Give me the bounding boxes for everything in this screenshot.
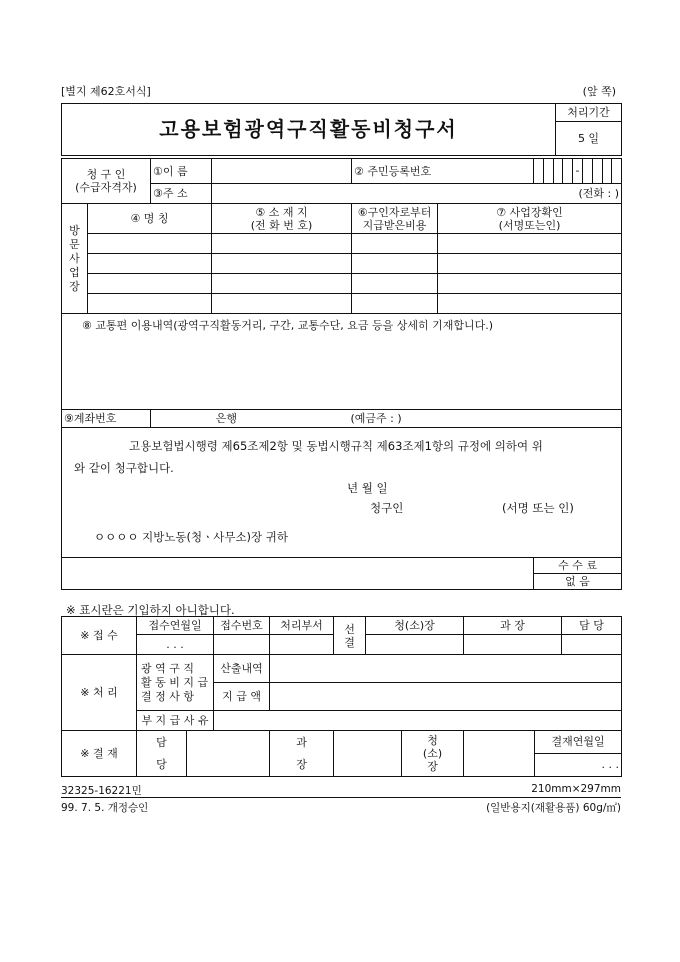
address-label: ③주 소 (151, 184, 212, 204)
holder-text: (예금주 : ) (350, 412, 402, 425)
chief-label: 청(소)장 (366, 617, 464, 635)
address-field[interactable] (212, 184, 622, 204)
visited-char: 방 (69, 223, 80, 237)
declaration-signer: 청구인 (370, 501, 404, 515)
fee-blank (62, 558, 534, 590)
rrn-field[interactable] (534, 159, 622, 184)
visited-location-cell[interactable] (212, 274, 352, 294)
receipt-date-label: 접수연월일 (137, 617, 214, 635)
fee-value: 없 음 (534, 574, 622, 590)
visited-cost-cell[interactable] (352, 234, 438, 254)
section-char-2: 장 (296, 757, 307, 771)
visited-location-cell[interactable] (212, 234, 352, 254)
processing-period-value: 5 일 (556, 122, 622, 156)
approval-date-note: 99. 7. 5. 개정승인 (61, 802, 149, 814)
declaration-line1: 고용보험법시행령 제65조제2항 및 동법시행규칙 제63조제1항의 규정에 의하여 위 (129, 439, 543, 453)
approval-section-field[interactable] (334, 731, 402, 777)
chief-char-2: (소) (422, 747, 443, 760)
chief-char-1: 청 (427, 734, 438, 747)
reason-label: 부 지 급 사 유 (137, 711, 214, 731)
visited-cost-cell[interactable] (352, 254, 438, 274)
office-note: ※ 표시란은 기입하지 아니합니다. (66, 603, 235, 617)
office-table (61, 616, 622, 777)
visited-char: 장 (69, 279, 80, 293)
declaration-cell (62, 428, 622, 558)
paper-size: 210mm×297mm (531, 783, 621, 795)
chief-char-3: 장 (427, 760, 438, 773)
claimant-label (62, 159, 151, 204)
rrn-dash: - (573, 159, 583, 183)
approval-date-label: 결재연월일 (535, 731, 621, 754)
receipt-dept-field[interactable] (270, 635, 334, 655)
col-cost-line1: ⑥구인자로부터 (357, 205, 432, 219)
section-char-1: 과 (296, 735, 307, 749)
page-side: (앞 쪽) (582, 85, 616, 98)
receipt-dept-label: 처리부서 (270, 617, 334, 635)
declaration-date: 년 월 일 (347, 481, 388, 495)
col-cost-line2: 지급받은비용 (362, 218, 427, 232)
reason-field[interactable] (214, 711, 622, 731)
approval-chief-field[interactable] (464, 731, 535, 776)
transport-details-field[interactable] (62, 314, 622, 410)
title-table (61, 103, 622, 156)
form-code: 32325-16221민 (61, 785, 142, 797)
staff-label: 담 당 (562, 617, 622, 635)
visited-row (62, 294, 622, 314)
approval-date-cell (464, 731, 622, 777)
approval-mark-2: 결 (344, 635, 355, 649)
footer-divider (61, 797, 621, 798)
receipt-number-label: 접수번호 (214, 617, 270, 635)
calc-field[interactable] (270, 655, 621, 683)
declaration-line2: 와 같이 청구합니다. (74, 461, 174, 475)
approval-staff-label (137, 731, 187, 777)
visited-row (62, 274, 622, 294)
visited-char: 업 (69, 265, 80, 279)
declaration-addressee: ㅇㅇㅇㅇ 지방노동(청ㆍ사무소)장 귀하 (94, 530, 289, 544)
col-name-header: ④ 명 칭 (88, 204, 212, 234)
col-location-header (212, 204, 352, 234)
claimant-label-line2: (수급자격자) (75, 181, 137, 194)
name-field[interactable] (212, 159, 352, 184)
form-title: 고용보험광역구직활동비청구서 (62, 104, 556, 156)
approval-mark (334, 617, 366, 655)
approval-section-label (270, 731, 334, 777)
fee-label: 수 수 료 (534, 558, 622, 574)
receipt-date-field[interactable]: . . . (137, 635, 214, 655)
visited-name-cell[interactable] (88, 234, 212, 254)
col-cost-header (352, 204, 438, 234)
director-label: 과 장 (464, 617, 562, 635)
visited-location-cell[interactable] (212, 254, 352, 274)
approval-mark-1: 선 (344, 622, 355, 636)
visited-confirm-cell[interactable] (438, 294, 622, 314)
decision-line3: 결 정 사 항 (141, 689, 194, 703)
decision-category (137, 655, 214, 711)
amount-field[interactable] (270, 683, 621, 710)
col-confirm-line1: ⑦ 사업장확인 (496, 205, 563, 219)
calc-amount-labels (214, 655, 270, 711)
form-number: [별지 제62호서식] (61, 85, 151, 98)
bank-text: 은행 (215, 412, 237, 425)
processing-period-label: 처리기간 (556, 104, 622, 122)
visited-name-cell[interactable] (88, 274, 212, 294)
declaration-sign: (서명 또는 인) (502, 501, 574, 515)
phone-text: (전화 : ) (578, 187, 620, 200)
col-location-line1: ⑤ 소 재 지 (255, 205, 308, 219)
col-location-line2: (전 화 번 호) (250, 218, 313, 232)
staff-char-1: 담 (156, 735, 167, 749)
claimant-table (61, 158, 622, 590)
visited-char: 사 (69, 251, 80, 265)
visited-location-cell[interactable] (212, 294, 352, 314)
account-field[interactable] (151, 410, 622, 428)
calc-label: 산출내역 (214, 655, 269, 683)
visited-side-label (62, 204, 88, 314)
amount-label: 지 급 액 (222, 690, 261, 703)
paper-type: (일반용지(재활용품) 60g/㎡) (486, 802, 621, 814)
visited-char: 문 (69, 237, 80, 251)
visited-row (62, 254, 622, 274)
visited-confirm-cell[interactable] (438, 254, 622, 274)
visited-cost-cell[interactable] (352, 294, 438, 314)
visited-cost-cell[interactable] (352, 274, 438, 294)
claimant-label-line1: 청 구 인 (86, 168, 126, 181)
visited-row (62, 234, 622, 254)
col-confirm-header (438, 204, 622, 234)
decision-line1: 광 역 구 직 (141, 661, 194, 675)
staff-char-2: 당 (156, 757, 167, 771)
approval-date-field[interactable]: . . . (601, 758, 620, 771)
col-confirm-line2: (서명또는인) (498, 218, 561, 232)
visited-confirm-cell[interactable] (438, 234, 622, 254)
receipt-label: ※ 접 수 (62, 617, 137, 655)
decision-line2: 활 동 비 지 급 (141, 675, 209, 689)
calc-amount-fields (270, 655, 622, 711)
staff-sign-field[interactable] (562, 635, 622, 655)
account-label: ⑨계좌번호 (62, 410, 151, 428)
visited-name-cell[interactable] (88, 294, 212, 314)
approval-staff-field[interactable] (187, 731, 270, 777)
processing-label: ※ 처 리 (62, 655, 137, 731)
name-label: ①이 름 (151, 159, 212, 184)
visited-name-cell[interactable] (88, 254, 212, 274)
rrn-label: ② 주민등록번호 (352, 159, 534, 184)
approval-label: ※ 결 재 (62, 731, 137, 777)
receipt-number-field[interactable] (214, 635, 270, 655)
director-sign-field[interactable] (464, 635, 562, 655)
approval-chief-label (402, 731, 464, 777)
transport-note: ⑧ 교통편 이용내역(광역구직활동거리, 구간, 교통수단, 요금 등을 상세히 기재합니다.) (82, 319, 494, 332)
visited-confirm-cell[interactable] (438, 274, 622, 294)
chief-sign-field[interactable] (366, 635, 464, 655)
